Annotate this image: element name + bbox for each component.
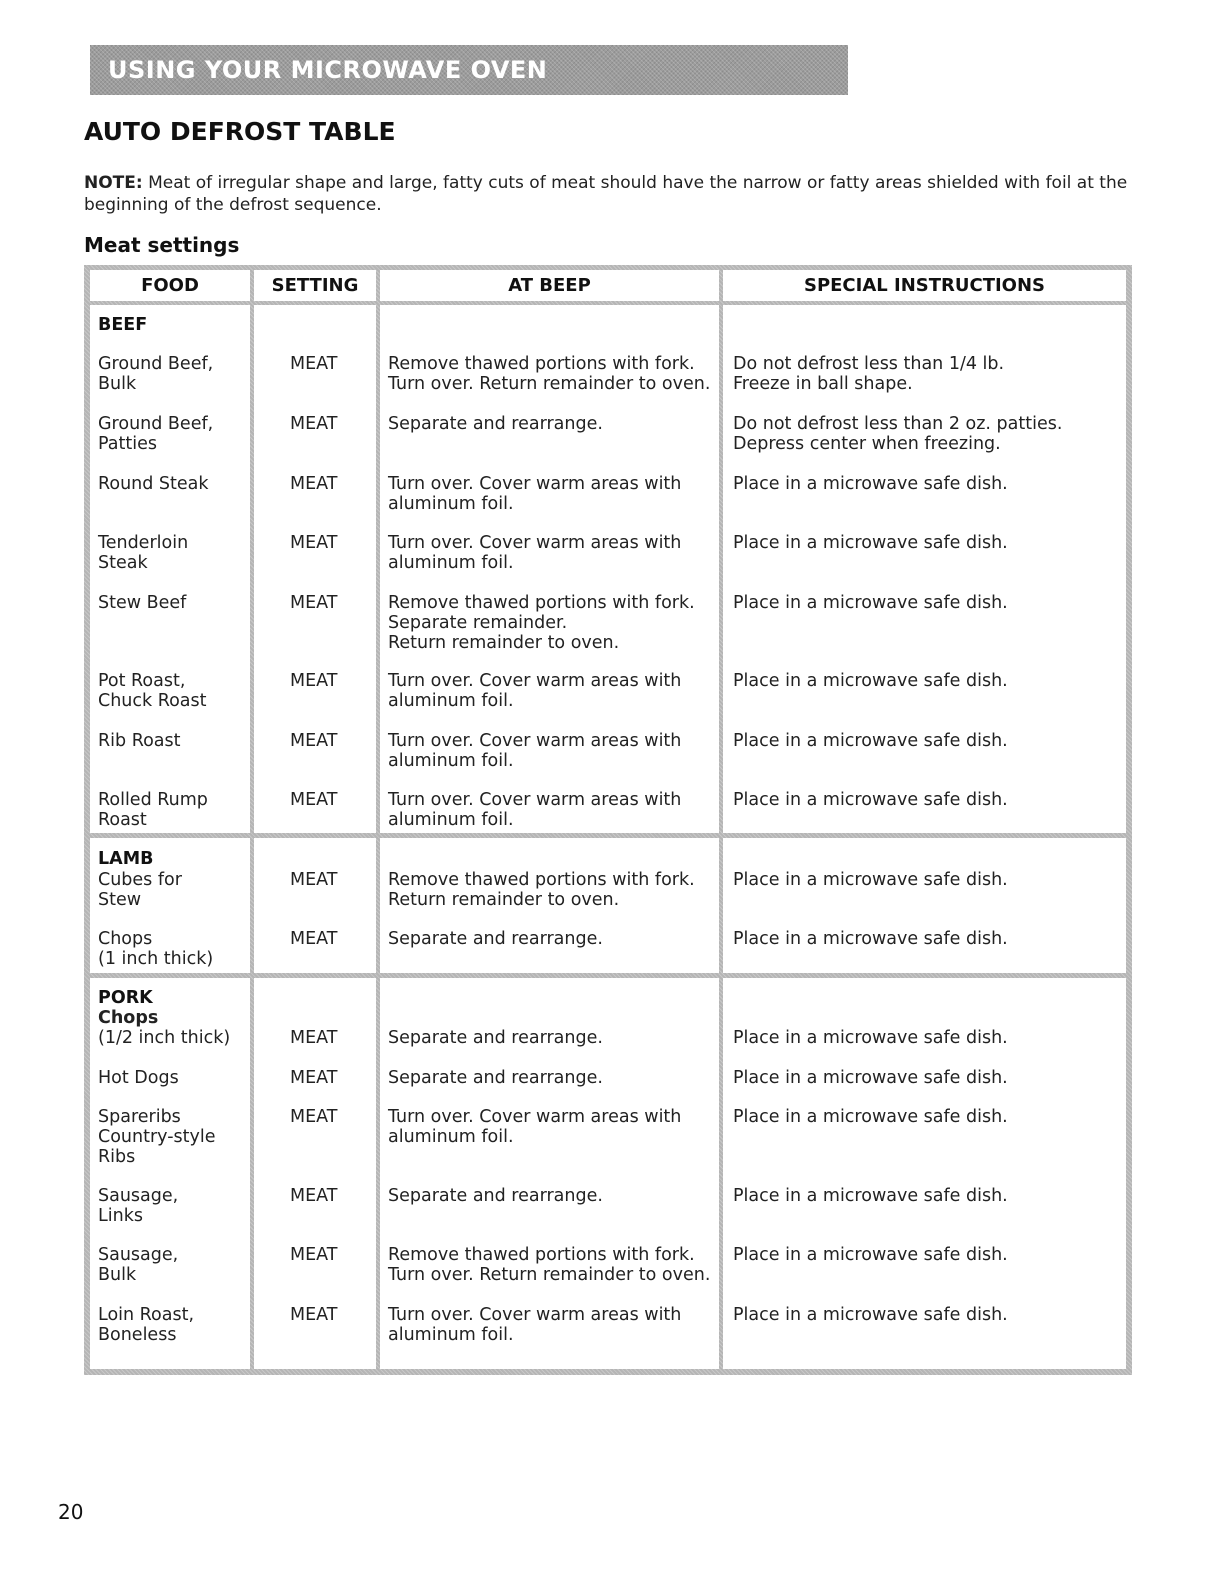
row-10-food: Chops (1 inch thick) — [98, 929, 214, 969]
row-12-special-instructions: Place in a microwave safe dish. — [733, 1028, 1008, 1048]
note-paragraph — [84, 172, 1144, 216]
row-3-setting: MEAT — [290, 474, 338, 494]
row-5-at-beep: Remove thawed portions with fork. Separate remainder. Return remainder to oven. — [388, 593, 695, 653]
row-7-special-instructions: Place in a microwave safe dish. — [733, 731, 1008, 751]
column-header-food: FOOD — [90, 270, 250, 301]
page-title: AUTO DEFROST TABLE — [84, 117, 396, 146]
lamb-setting-cell — [254, 838, 376, 973]
row-4-at-beep: Turn over. Cover warm areas with aluminum foil. — [388, 533, 682, 573]
row-17-special-instructions: Place in a microwave safe dish. — [733, 1305, 1008, 1325]
column-header-special-instructions: SPECIAL INSTRUCTIONS — [723, 270, 1126, 301]
row-11-food: Chops — [98, 1008, 159, 1028]
beef-setting-cell — [254, 305, 376, 833]
row-8-special-instructions: Place in a microwave safe dish. — [733, 790, 1008, 810]
row-15-at-beep: Separate and rearrange. — [388, 1186, 603, 1206]
row-16-food: Sausage, Bulk — [98, 1245, 179, 1285]
note-text: Meat of irregular shape and large, fatty cuts of meat should have the narrow or fatty areas shielded with foil at the beginning of the defrost sequence. — [84, 173, 1128, 215]
row-16-at-beep: Remove thawed portions with fork. Turn over. Return remainder to oven. — [388, 1245, 711, 1285]
page-number: 20 — [58, 1500, 84, 1524]
row-12-at-beep: Separate and rearrange. — [388, 1028, 603, 1048]
row-2-special-instructions: Do not defrost less than 2 oz. patties. Depress center when freezing. — [733, 414, 1063, 454]
row-9-food: Cubes for Stew — [98, 870, 182, 910]
row-6-at-beep: Turn over. Cover warm areas with aluminum foil. — [388, 671, 682, 711]
row-17-setting: MEAT — [290, 1305, 338, 1325]
row-14-food: Spareribs Country-style Ribs — [98, 1107, 216, 1167]
row-15-setting: MEAT — [290, 1186, 338, 1206]
note-label: NOTE: — [84, 173, 143, 193]
row-6-special-instructions: Place in a microwave safe dish. — [733, 671, 1008, 691]
row-13-setting: MEAT — [290, 1068, 338, 1088]
row-13-special-instructions: Place in a microwave safe dish. — [733, 1068, 1008, 1088]
row-5-special-instructions: Place in a microwave safe dish. — [733, 593, 1008, 613]
row-3-food: Round Steak — [98, 474, 209, 494]
section-banner — [90, 45, 848, 95]
row-9-special-instructions: Place in a microwave safe dish. — [733, 870, 1008, 890]
row-1-food: Ground Beef, Bulk — [98, 354, 214, 394]
row-10-at-beep: Separate and rearrange. — [388, 929, 603, 949]
row-1-at-beep: Remove thawed portions with fork. Turn over. Return remainder to oven. — [388, 354, 711, 394]
row-2-food: Ground Beef, Patties — [98, 414, 214, 454]
row-5-setting: MEAT — [290, 593, 338, 613]
column-header-at-beep: AT BEEP — [380, 270, 719, 301]
row-15-food: Sausage, Links — [98, 1186, 179, 1226]
row-3-at-beep: Turn over. Cover warm areas with aluminum foil. — [388, 474, 682, 514]
row-13-at-beep: Separate and rearrange. — [388, 1068, 603, 1088]
row-14-setting: MEAT — [290, 1107, 338, 1127]
row-4-food: Tenderloin Steak — [98, 533, 189, 573]
row-17-at-beep: Turn over. Cover warm areas with aluminum foil. — [388, 1305, 682, 1345]
row-2-setting: MEAT — [290, 414, 338, 434]
section-label-beef: BEEF — [98, 315, 148, 335]
row-13-food: Hot Dogs — [98, 1068, 179, 1088]
row-7-at-beep: Turn over. Cover warm areas with aluminum foil. — [388, 731, 682, 771]
row-15-special-instructions: Place in a microwave safe dish. — [733, 1186, 1008, 1206]
row-14-special-instructions: Place in a microwave safe dish. — [733, 1107, 1008, 1127]
banner-title: USING YOUR MICROWAVE OVEN — [108, 56, 548, 84]
row-9-setting: MEAT — [290, 870, 338, 890]
row-10-setting: MEAT — [290, 929, 338, 949]
row-16-setting: MEAT — [290, 1245, 338, 1265]
row-12-setting: MEAT — [290, 1028, 338, 1048]
row-4-setting: MEAT — [290, 533, 338, 553]
row-7-food: Rib Roast — [98, 731, 181, 751]
row-17-food: Loin Roast, Boneless — [98, 1305, 195, 1345]
row-12-food: (1/2 inch thick) — [98, 1028, 231, 1048]
row-5-food: Stew Beef — [98, 593, 187, 613]
row-14-at-beep: Turn over. Cover warm areas with aluminum foil. — [388, 1107, 682, 1147]
row-3-special-instructions: Place in a microwave safe dish. — [733, 474, 1008, 494]
row-9-at-beep: Remove thawed portions with fork. Return remainder to oven. — [388, 870, 695, 910]
row-10-special-instructions: Place in a microwave safe dish. — [733, 929, 1008, 949]
row-7-setting: MEAT — [290, 731, 338, 751]
row-8-at-beep: Turn over. Cover warm areas with aluminum foil. — [388, 790, 682, 830]
column-header-setting: SETTING — [254, 270, 376, 301]
row-6-setting: MEAT — [290, 671, 338, 691]
row-1-special-instructions: Do not defrost less than 1/4 lb. Freeze in ball shape. — [733, 354, 1005, 394]
row-1-setting: MEAT — [290, 354, 338, 374]
row-2-at-beep: Separate and rearrange. — [388, 414, 603, 434]
row-8-food: Rolled Rump Roast — [98, 790, 208, 830]
row-8-setting: MEAT — [290, 790, 338, 810]
section-subtitle: Meat settings — [84, 233, 240, 257]
row-6-food: Pot Roast, Chuck Roast — [98, 671, 207, 711]
section-label-pork: PORK — [98, 988, 153, 1008]
row-16-special-instructions: Place in a microwave safe dish. — [733, 1245, 1008, 1265]
lamb-special-cell — [723, 838, 1126, 973]
section-label-lamb: LAMB — [98, 849, 154, 869]
row-4-special-instructions: Place in a microwave safe dish. — [733, 533, 1008, 553]
